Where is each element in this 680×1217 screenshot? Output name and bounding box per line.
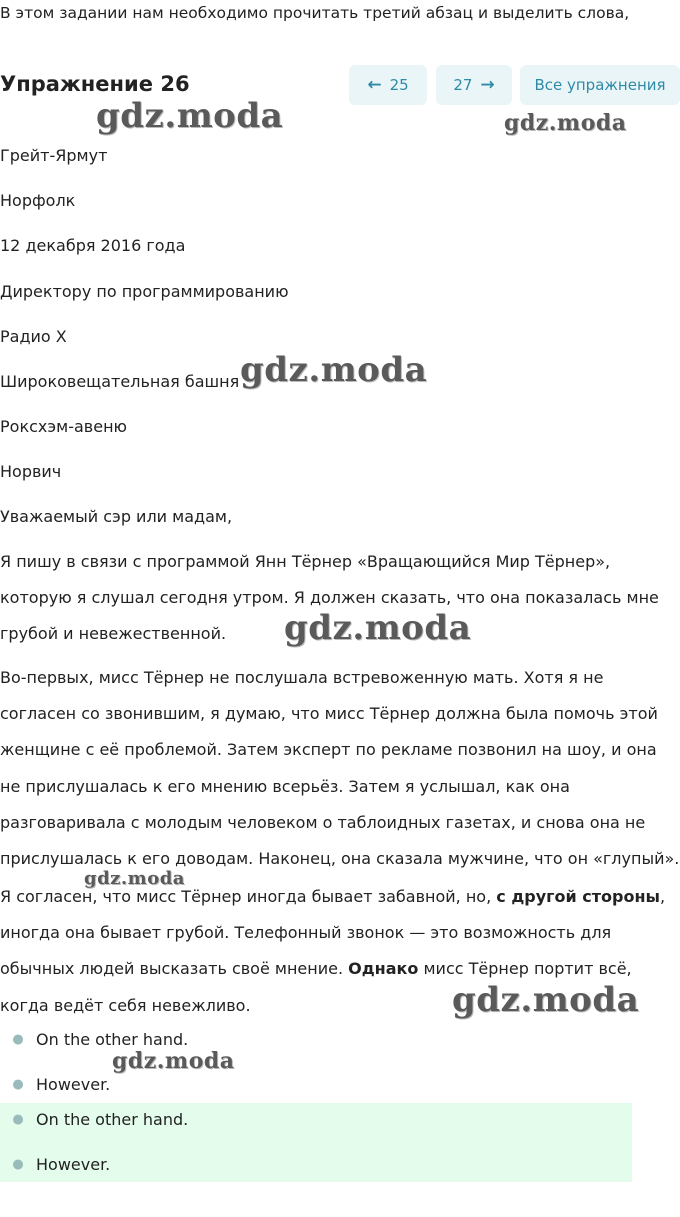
watermark: gdz.moda bbox=[240, 350, 428, 390]
sender-address-line: Грейт-Ярмут bbox=[0, 146, 108, 165]
letter-paragraph-1: Я пишу в связи с программой Янн Тёрнер «Вращающийся Мир Тёрнер», которую я слушал сегодня утром. Я должен сказать, что она показалась мне грубой и невежественной. bbox=[0, 552, 659, 644]
watermark: gdz.moda bbox=[504, 110, 627, 136]
recipient-address-line: Роксхэм-авеню bbox=[0, 417, 127, 436]
answer-text: However. bbox=[36, 1155, 111, 1174]
intro-text: В этом задании нам необходимо прочитать третий абзац и выделить слова, bbox=[0, 4, 630, 22]
watermark: gdz.moda bbox=[96, 96, 284, 136]
recipient-address-line: Директору по программированию bbox=[0, 282, 289, 301]
recipient-address-line: Радио X bbox=[0, 327, 67, 346]
paragraph-3-text: Я согласен, что мисс Тёрнер иногда бывает забавной, но, bbox=[0, 887, 497, 906]
paragraph-3-text: мисс Тёрнер портит всё, когда ведёт себя невежливо. bbox=[0, 959, 632, 1015]
prev-exercise-button[interactable] bbox=[349, 65, 427, 105]
answer-text: On the other hand. bbox=[36, 1030, 189, 1049]
bullet-icon: ● bbox=[12, 1157, 24, 1172]
watermark: gdz.moda bbox=[284, 608, 472, 648]
letter-paragraph-2: Во-первых, мисс Тёрнер не послушала встревоженную мать. Хотя я не согласен со звонившим, я думаю, что мисс Тёрнер должна была помочь этой женщине с её проблемой. Затем эксперт по рекламе позвонил на шоу, и она не прислушалась к его мнению всерьёз. Затем я услышал, как она разговаривала с молодым человеком о таблоидных газетах, и снова она не прислушалась к его доводам. Наконец, она сказала мужчине, что он «глупый». bbox=[0, 668, 680, 869]
bullet-icon: ● bbox=[12, 1112, 24, 1127]
recipient-address-line: Норвич bbox=[0, 462, 62, 481]
answer-list-item bbox=[0, 1017, 680, 1062]
highlighted-phrase: Однако bbox=[348, 959, 419, 979]
page-title: Упражнение 26 bbox=[0, 72, 190, 96]
next-exercise-label: 27 bbox=[453, 76, 473, 94]
next-exercise-button[interactable] bbox=[436, 65, 512, 105]
paragraph-3-text: , иногда она бывает грубой. Телефонный звонок — это возможность для обычных людей высказать своё мнение. bbox=[0, 887, 666, 979]
highlighted-phrase: с другой стороны bbox=[496, 887, 660, 906]
letter-date: 12 декабря 2016 года bbox=[0, 236, 186, 255]
answer-text: However. bbox=[36, 1075, 111, 1094]
watermark: gdz.moda bbox=[112, 1048, 235, 1074]
watermark: gdz.moda bbox=[84, 868, 185, 889]
watermark: gdz.moda bbox=[452, 980, 640, 1020]
all-exercises-button[interactable] bbox=[520, 65, 680, 105]
answer-text: On the other hand. bbox=[36, 1110, 189, 1129]
highlighted-answer-item bbox=[0, 1142, 680, 1187]
highlighted-answer-item bbox=[0, 1097, 680, 1142]
letter-greeting: Уважаемый сэр или мадам, bbox=[0, 507, 233, 526]
bullet-icon: ● bbox=[12, 1032, 24, 1047]
bullet-icon: ● bbox=[12, 1077, 24, 1092]
prev-exercise-label: 25 bbox=[389, 76, 409, 94]
all-exercises-label: Все упражнения bbox=[534, 76, 666, 94]
sender-address-line: Норфолк bbox=[0, 191, 76, 210]
arrow-left-icon: ← bbox=[367, 75, 382, 95]
arrow-right-icon: → bbox=[480, 75, 495, 95]
recipient-address-line: Широковещательная башня bbox=[0, 372, 240, 391]
